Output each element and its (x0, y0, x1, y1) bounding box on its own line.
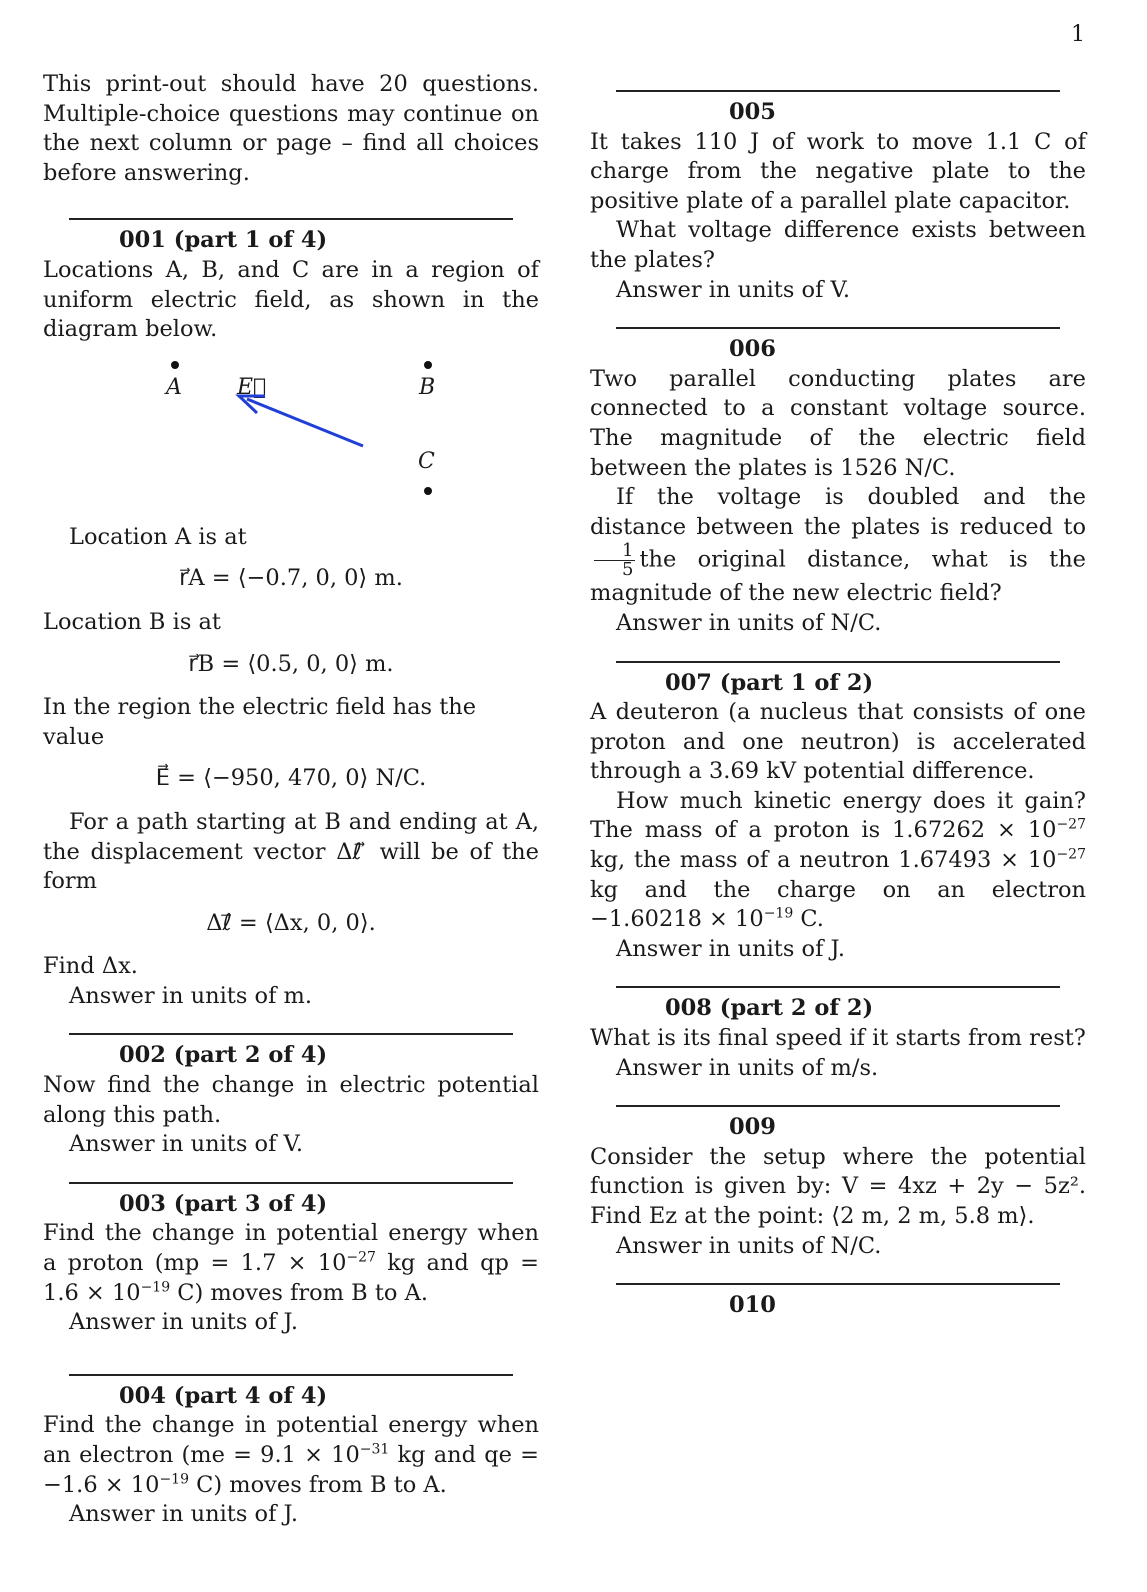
q002-text: Now find the change in electric potential along this path. (43, 1072, 539, 1128)
q007-header: 007 (part 1 of 2) (665, 669, 874, 696)
q003-answer-units: Answer in units of J. (69, 1309, 298, 1336)
page-number: 1 (1071, 22, 1085, 47)
q006-text: Two parallel conducting plates are connected to a constant voltage source. The magnitude of the electric field between the plates is 1526 N/C. (590, 365, 1086, 481)
q005-answer-units: Answer in units of V. (616, 276, 851, 303)
field-diagram (43, 351, 539, 519)
q008-answer-units: Answer in units of m/s. (616, 1054, 879, 1081)
divider (616, 1105, 1060, 1107)
electric-field-arrow (43, 351, 539, 519)
q001-field-text: In the region the electric field has the value (43, 694, 477, 750)
divider (69, 1374, 513, 1376)
q005-text: It takes 110 J of work to move 1.1 C of charge from the negative plate to the positive plate of a parallel plate capacitor. (590, 128, 1086, 214)
divider (69, 218, 513, 220)
q008-text: What is its final speed if it starts from rest? (590, 1025, 1086, 1052)
q001-answer-units: Answer in units of m. (69, 982, 313, 1009)
q001-loc-b-eq: r⃗B = ⟨0.5, 0, 0⟩ m. (188, 650, 394, 677)
divider (69, 1182, 513, 1184)
q004-header: 004 (part 4 of 4) (119, 1382, 328, 1409)
q005-question: What voltage difference exists between the plates? (590, 217, 1086, 273)
q009-text: Consider the setup where the potential function is given by: V = 4xz + 2y − 5z². Find Ez at the point: ⟨2 m, 2 m, 5.8 m⟩. (590, 1143, 1086, 1229)
q009-answer-units: Answer in units of N/C. (616, 1232, 882, 1259)
q001-loc-a-eq: r⃗A = ⟨−0.7, 0, 0⟩ m. (179, 565, 403, 592)
q002-header: 002 (part 2 of 4) (119, 1042, 328, 1069)
q001-path-text: For a path starting at B and ending at A, the displacement vector Δℓ⃗ will be of the form (43, 808, 539, 895)
q004-text: Find the change in potential energy when an electron ($me = 9.1 \times 10^{-31}$ kg and qe = $-1.6 \times 10^{-19}$ C) moves from B to A. (43, 1412, 539, 1498)
label-e: E⃗ (237, 374, 267, 400)
q001-text: Locations A, B, and C are in a region of uniform electric field, as shown in the diagram below. (43, 256, 539, 343)
q001-path-eq: Δℓ⃗ = ⟨Δx, 0, 0⟩. (206, 909, 376, 936)
q001-loc-b-text: Location B is at (43, 608, 221, 635)
q006-question: If the voltage is doubled and the distance between the plates is reduced to $\frac{1}{5}$ the original distance, what is the magnitude of the new electric field? (590, 484, 1086, 607)
q001-field-eq: E⃗ = ⟨−950, 470, 0⟩ N/C. (155, 765, 427, 792)
q001-find: Find Δx. (43, 953, 138, 980)
q004-answer-units: Answer in units of J. (69, 1501, 298, 1528)
q009-header: 009 (729, 1114, 776, 1141)
q003-header: 003 (part 3 of 4) (119, 1190, 328, 1217)
divider (616, 986, 1060, 988)
q010-header: 010 (729, 1292, 776, 1319)
divider (69, 1033, 513, 1035)
right-column (590, 70, 1086, 1321)
label-c: C (418, 448, 435, 474)
q002-answer-units: Answer in units of V. (69, 1131, 304, 1158)
fraction-one-fifth: $\frac{1}{5}$ (594, 542, 635, 579)
q003-text: Find the change in potential energy when a proton ($mp = 1.7 \times 10^{-27}$ kg and qp = $1.6 \times 10^{-19}$ C) moves from B to A. (43, 1220, 539, 1306)
left-column (43, 70, 539, 1530)
q007-text: A deuteron (a nucleus that consists of one proton and one neutron) is accelerated through a 3.69 kV potential difference. (590, 699, 1086, 785)
q007-answer-units: Answer in units of J. (616, 935, 845, 962)
q001-loc-a-text: Location A is at (69, 523, 247, 550)
q008-header: 008 (part 2 of 2) (665, 995, 874, 1022)
q007-question: How much kinetic energy does it gain? The mass of a proton is $1.67262 \times 10^{-27}$ kg, the mass of a neutron $1.67493 \times 10^{-27}$ kg and the charge on an electron $-1.60218 \times 10^{-19}$ C. (590, 787, 1086, 933)
divider (616, 1283, 1060, 1285)
q001-header: 001 (part 1 of 4) (119, 227, 328, 254)
intro-text: This print-out should have 20 questions. Multiple-choice questions may continue on the next column or page – find all choices before answering. (43, 71, 539, 186)
divider (616, 90, 1060, 92)
q005-header: 005 (729, 99, 776, 125)
divider (616, 327, 1060, 329)
q006-answer-units: Answer in units of N/C. (616, 609, 882, 636)
q006-header: 006 (729, 336, 776, 363)
divider (616, 661, 1060, 663)
label-b: B (419, 374, 436, 400)
label-a: A (166, 374, 182, 400)
